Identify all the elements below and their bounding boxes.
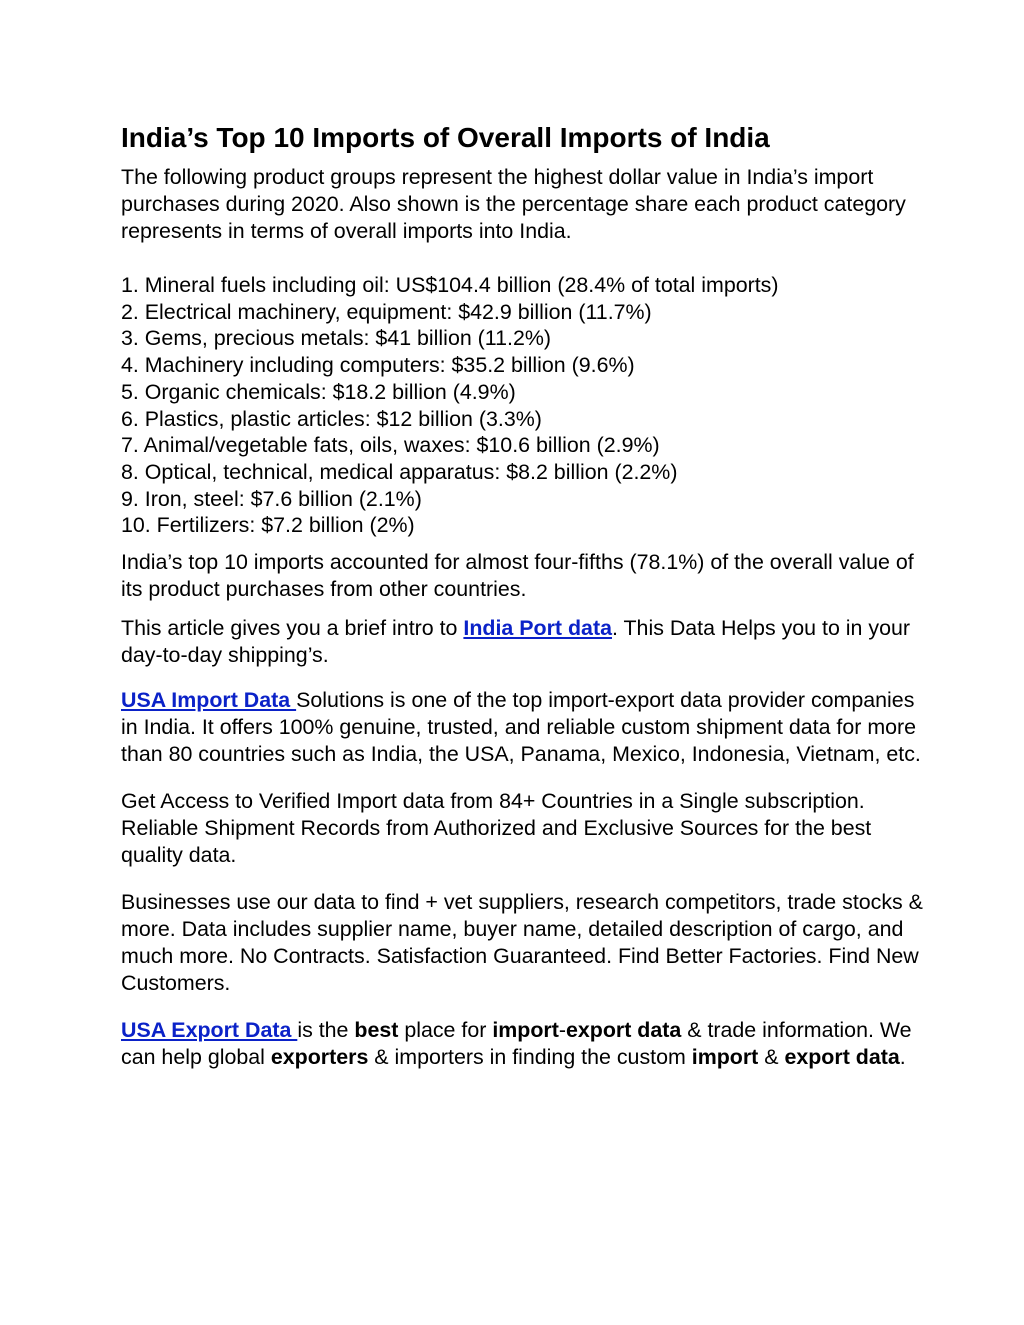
usa-export-text: & trade information. We can help global: [121, 1018, 912, 1070]
usa-export-bold: best: [354, 1018, 399, 1043]
usa-export-text: .: [899, 1045, 906, 1070]
usa-export-text: -: [558, 1018, 566, 1043]
usa-export-text: is the: [297, 1018, 355, 1043]
usa-export-bold: export data: [565, 1018, 682, 1043]
usa-import-paragraph: [121, 687, 924, 768]
list-item: 3. Gems, precious metals: $41 billion (11.2%): [121, 326, 551, 351]
list-item: 2. Electrical machinery, equipment: $42.9 billion (11.7%): [121, 299, 652, 324]
list-item: 7. Animal/vegetable fats, oils, waxes: $10.6 billion (2.9%): [121, 433, 660, 458]
usa-export-paragraph: [121, 1017, 924, 1071]
usa-export-bold: import: [492, 1018, 559, 1043]
article-note-before: This article gives you a brief intro to: [121, 616, 464, 641]
list-item: 9. Iron, steel: $7.6 billion (2.1%): [121, 486, 422, 511]
list-item: 10. Fertilizers: $7.2 billion (2%): [121, 513, 415, 538]
list-item: 5. Organic chemicals: $18.2 billion (4.9%): [121, 379, 516, 404]
article-note-paragraph: [121, 615, 924, 669]
intro-paragraph: The following product groups represent the highest dollar value in India’s import purchases during 2020. Also shown is the percentage share each product category represents in terms of overall imports into India.: [121, 165, 906, 243]
page-title: India’s Top 10 Imports of Overall Imports of India: [121, 122, 770, 153]
usa-export-text: place for: [398, 1018, 493, 1043]
business-paragraph: Businesses use our data to find + vet suppliers, research competitors, trade stocks & more. Data includes supplier name, buyer name, detailed description of cargo, and much more. No Contracts. Satisfaction Guaranteed. Find Better Factories. Find New Customers.: [121, 890, 923, 996]
list-item: 1. Mineral fuels including oil: US$104.4 billion (28.4% of total imports): [121, 273, 779, 297]
top-imports-list: [121, 272, 924, 539]
list-item: 8. Optical, technical, medical apparatus: $8.2 billion (2.2%): [121, 459, 678, 484]
usa-export-bold: export data: [784, 1045, 900, 1070]
usa-export-text: & importers in finding the custom: [368, 1045, 692, 1070]
list-item: 4. Machinery including computers: $35.2 billion (9.6%): [121, 353, 635, 378]
usa-export-bold: exporters: [270, 1045, 369, 1070]
india-port-data-link[interactable]: India Port data: [463, 616, 612, 641]
usa-export-text: &: [758, 1045, 785, 1070]
summary-paragraph: India’s top 10 imports accounted for almost four-fifths (78.1%) of the overall value of its product purchases from other countries.: [121, 550, 914, 602]
usa-import-text: Solutions is one of the top import-export data provider companies in India. It offers 100% genuine, trusted, and reliable custom shipment data for more than 80 countries such as India, the USA, Panama, Mexico, Indonesia, Vietnam, etc.: [121, 688, 921, 767]
article-note-after: . This Data Helps you to in your day-to-day shipping’s.: [121, 616, 911, 668]
usa-export-bold: import: [691, 1045, 759, 1070]
usa-import-data-link[interactable]: USA Import Data: [121, 688, 297, 713]
usa-export-data-link[interactable]: USA Export Data: [121, 1018, 298, 1043]
access-paragraph: Get Access to Verified Import data from 84+ Countries in a Single subscription. Reliable Shipment Records from Authorized and Exclusive Sources for the best quality data.: [121, 789, 872, 868]
list-item: 6. Plastics, plastic articles: $12 billion (3.3%): [121, 406, 542, 431]
